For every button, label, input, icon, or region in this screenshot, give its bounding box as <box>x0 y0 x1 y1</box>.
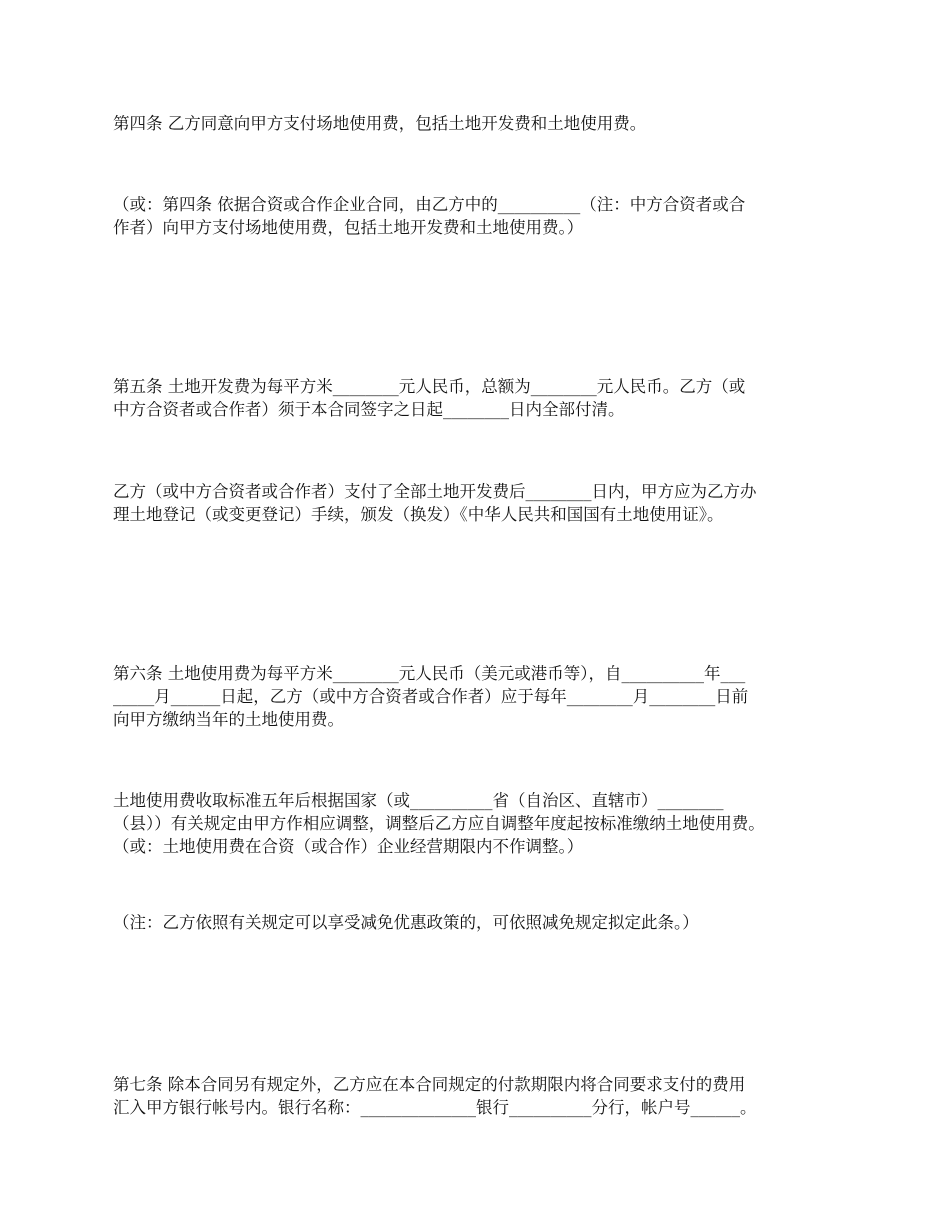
text-line: 第六条 土地使用费为每平方米________元人民币（美元或港币等），自__________年___ <box>113 664 746 683</box>
text-line: （或：第四条 依据合资或合作企业合同，由乙方中的__________（注：中方合资者或合 <box>113 195 746 214</box>
note-paragraph <box>113 911 853 934</box>
text-line: 土地使用费收取标准五年后根据国家（或__________省（自治区、直辖市）________ <box>113 791 724 810</box>
text-line: 理土地登记（或变更登记）手续，颁发（换发）《中华人民共和国国有土地使用证》。 <box>113 505 724 524</box>
land-registration-paragraph <box>113 480 853 526</box>
text-line: _____月______日起，乙方（或中方合资者或合作者）应于每年________月________日前 <box>113 687 749 706</box>
text-line: 作者）向甲方支付场地使用费，包括土地开发费和土地使用费。） <box>113 218 584 237</box>
text-line: 第五条 土地开发费为每平方米________元人民币，总额为________元人民币。乙方（或 <box>113 377 746 396</box>
text-line: 第七条 除本合同另有规定外，乙方应在本合同规定的付款期限内将合同要求支付的费用 <box>113 1075 746 1094</box>
article-7-paragraph <box>113 1073 853 1119</box>
article-6-paragraph <box>113 662 853 731</box>
fee-adjustment-paragraph <box>113 789 853 858</box>
text-line: 乙方（或中方合资者或合作者）支付了全部土地开发费后________日内，甲方应为乙方办 <box>113 482 757 501</box>
text-line: 第四条 乙方同意向甲方支付场地使用费，包括土地开发费和土地使用费。 <box>113 114 647 133</box>
article-4-paragraph <box>113 112 853 135</box>
text-line: （或：土地使用费在合资（或合作）企业经营期限内不作调整。） <box>113 837 584 856</box>
text-line: （注：乙方依照有关规定可以享受减免优惠政策的，可依照减免规定拟定此条。） <box>113 913 699 932</box>
article-4-alternative-paragraph <box>113 193 853 239</box>
text-line: （县））有关规定由甲方作相应调整，调整后乙方应自调整年度起按标准缴纳土地使用费。 <box>113 814 765 833</box>
article-5-paragraph <box>113 375 853 421</box>
text-line: 中方合资者或合作者）须于本合同签字之日起________日内全部付清。 <box>113 400 625 419</box>
text-line: 汇入甲方银行帐号内。银行名称：______________银行__________分行，帐户号______。 <box>113 1098 757 1117</box>
text-line: 向甲方缴纳当年的土地使用费。 <box>113 710 344 729</box>
